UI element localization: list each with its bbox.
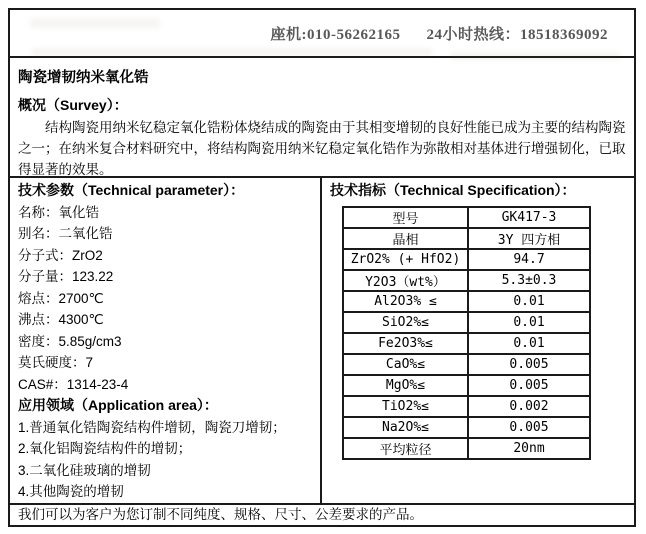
document-page: [8, 8, 636, 527]
spec-label-cell: CaO%≤: [343, 354, 468, 375]
spec-row: [343, 312, 590, 333]
application-list: [18, 417, 314, 503]
spec-row: [343, 249, 590, 270]
spec-label-cell: Al2O3% ≤: [343, 291, 468, 312]
spec-label-cell: 型号: [343, 207, 468, 228]
spec-label-cell: SiO2%≤: [343, 312, 468, 333]
spec-value-cell: 0.002: [468, 396, 590, 417]
spec-row: [343, 417, 590, 438]
technical-specification-section: [322, 178, 634, 503]
spec-value-cell: GK417-3: [468, 207, 590, 228]
application-item: 1.普通氧化锆陶瓷结构件增韧，陶瓷刀增韧；: [18, 419, 286, 435]
contact-header: [10, 10, 634, 58]
spec-value-cell: 0.005: [468, 417, 590, 438]
spec-row: [343, 438, 590, 459]
spec-label-cell: 平均粒径: [343, 438, 468, 459]
application-item: 4.其他陶瓷的增韧: [18, 484, 124, 499]
parameter-item: 莫氏硬度：7: [18, 355, 94, 370]
page-title: 陶瓷增韧纳米氧化锆: [18, 70, 149, 86]
spec-value-cell: 5.3±0.3: [468, 270, 590, 291]
watermark-smudge: [32, 48, 432, 56]
spec-label-cell: Na2O%≤: [343, 417, 468, 438]
parameter-item: 熔点：2700℃: [18, 290, 104, 306]
parameter-item: 名称：氧化锆: [18, 204, 99, 220]
spec-label-cell: ZrO2% (+ HfO2): [343, 249, 468, 270]
spec-row: [343, 375, 590, 396]
spec-row: [343, 396, 590, 417]
spec-label-cell: Y2O3（wt%）: [343, 270, 468, 291]
technical-specification-heading: 技术指标（Technical Specification）：: [330, 182, 576, 198]
landline-number: 座机:010-56262165: [270, 26, 401, 43]
parameter-item: 别名：二氧化锆: [18, 226, 113, 241]
parameter-item: CAS#：1314-23-4: [18, 376, 129, 392]
application-item: 2.氧化铝陶瓷结构件的增韧；: [18, 441, 192, 456]
survey-heading: 概况（Survey）：: [18, 97, 128, 113]
spec-row: [343, 207, 590, 228]
parameter-item: 分子式：ZrO2: [18, 247, 103, 263]
spec-value-cell: 0.005: [468, 354, 590, 375]
specification-table: [342, 206, 591, 460]
spec-label-cell: 晶相: [343, 228, 468, 249]
application-area-heading: 应用领域（Application area）：: [18, 397, 218, 413]
technical-parameter-section: [10, 178, 322, 503]
parameter-item: 沸点：4300℃: [18, 312, 104, 327]
application-item: 3.二氧化硅玻璃的增韧: [18, 462, 151, 478]
spec-row: [343, 228, 590, 249]
parameter-item: 密度：5.85g/cm3: [18, 333, 122, 349]
survey-paragraph: 结构陶瓷用纳米钇稳定氧化锆粉体烧结成的陶瓷由于其相变增韧的良好性能已成为主要的结构陶瓷之一；在纳米复合材料研究中，将结构陶瓷用纳米钇稳定氧化锆作为弥散相对基体进行增强韧化，已取得显著的效果。: [18, 120, 626, 176]
parameter-list: [18, 202, 314, 396]
spec-value-cell: 0.01: [468, 291, 590, 312]
hotline-number: 24小时热线：18518369092: [426, 26, 608, 43]
content-columns: [10, 176, 634, 503]
spec-row: [343, 270, 590, 291]
technical-parameter-heading: 技术参数（Technical parameter）：: [18, 182, 245, 198]
intro-section: [10, 58, 634, 176]
spec-label-cell: Fe2O3%≤: [343, 333, 468, 354]
spec-row: [343, 291, 590, 312]
spec-value-cell: 0.005: [468, 375, 590, 396]
spec-row: [343, 354, 590, 375]
parameter-item: 分子量：123.22: [18, 269, 114, 284]
spec-label-cell: MgO%≤: [343, 375, 468, 396]
spec-row: [343, 333, 590, 354]
watermark-smudge: [30, 18, 160, 28]
spec-value-cell: 0.01: [468, 312, 590, 333]
spec-label-cell: TiO2%≤: [343, 396, 468, 417]
footer-note: 我们可以为客户为您订制不同纯度、规格、尺寸、公差要求的产品。: [10, 503, 634, 525]
spec-value-cell: 3Y 四方相: [468, 228, 590, 249]
spec-value-cell: 0.01: [468, 333, 590, 354]
spec-value-cell: 20nm: [468, 438, 590, 459]
spec-value-cell: 94.7: [468, 249, 590, 270]
